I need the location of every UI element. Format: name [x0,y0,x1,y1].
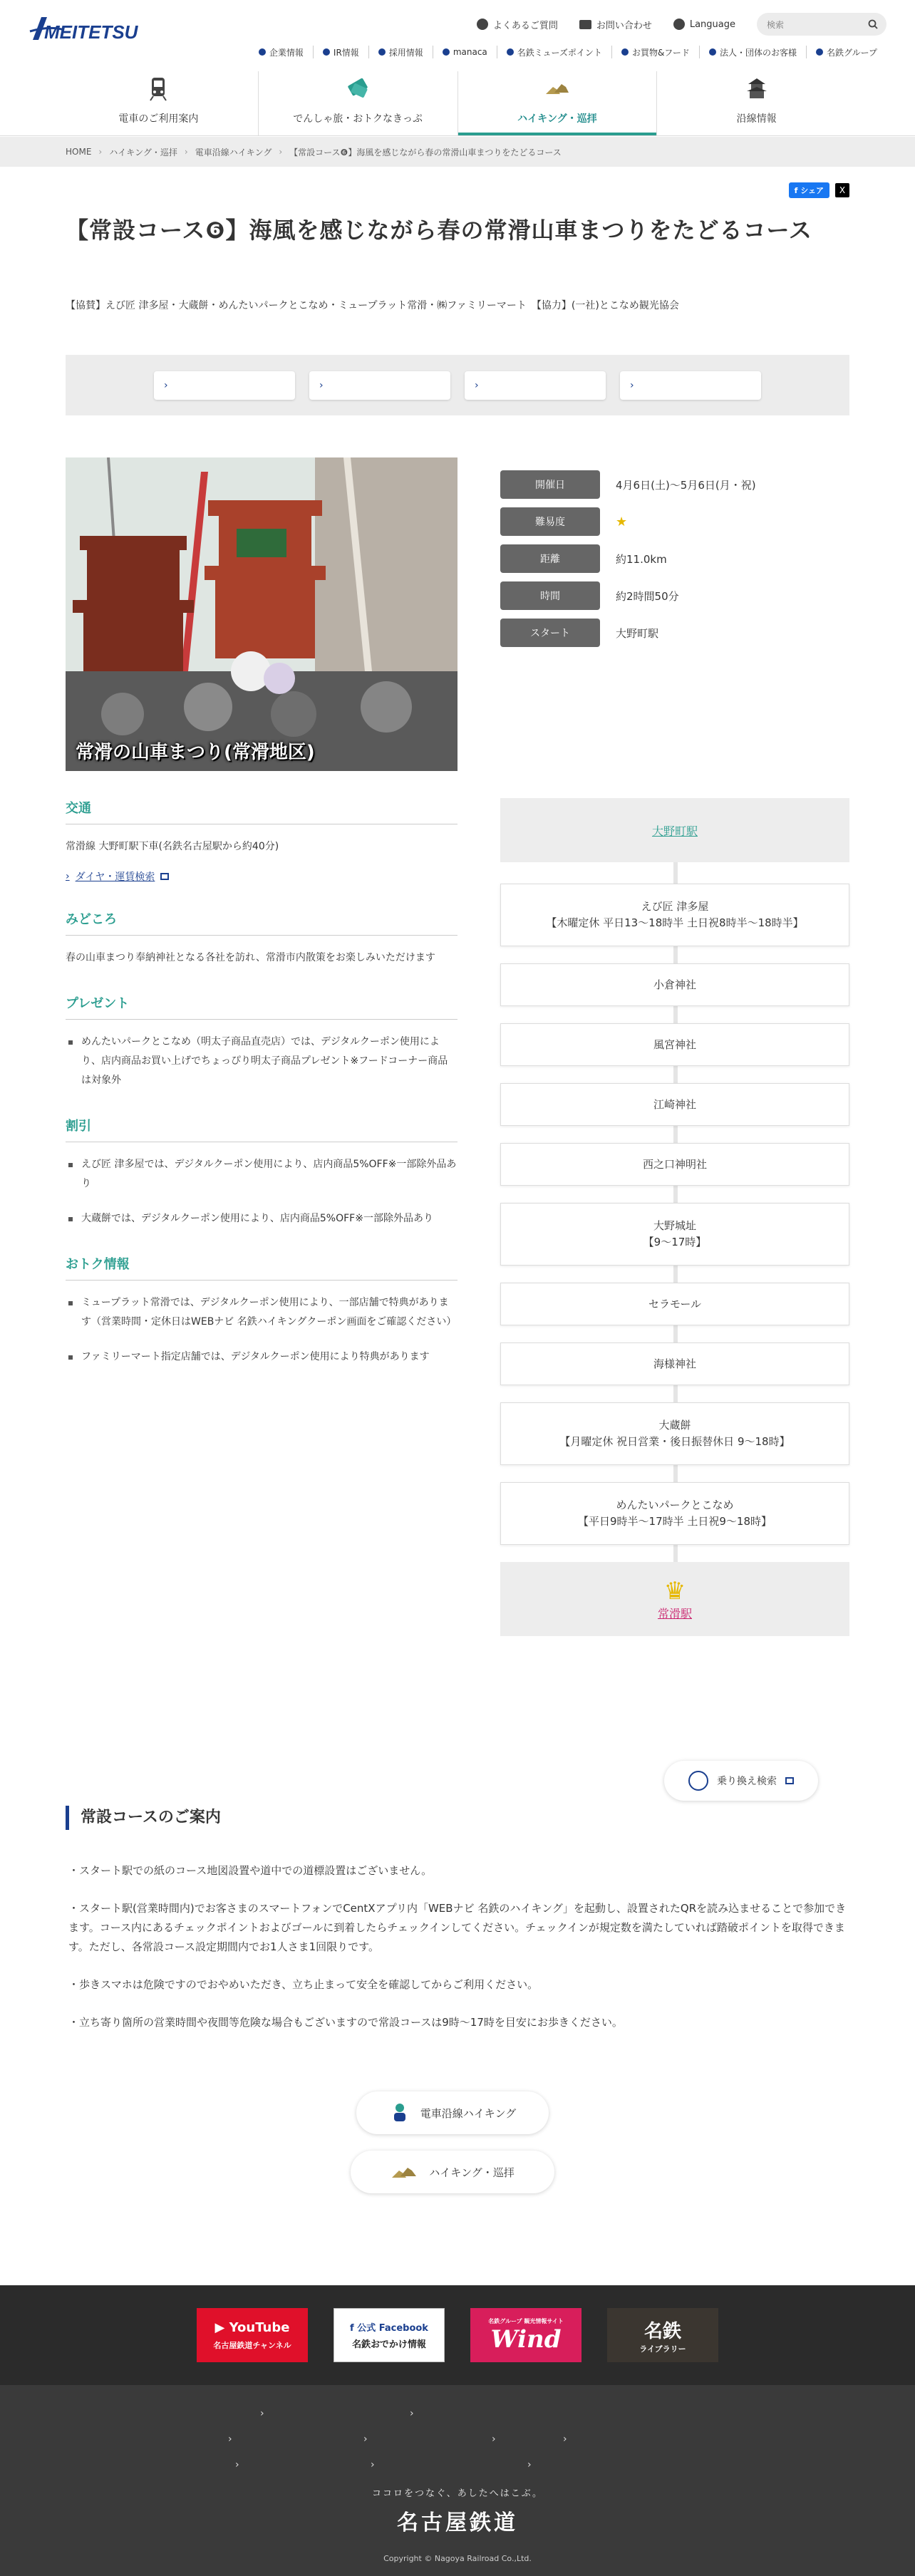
guide-heading: 常設コースのご案内 [66,1806,849,1830]
festival-illustration [66,457,458,771]
photo-caption: 常滑の山車まつり(常滑地区) [76,742,315,763]
share-buttons [789,182,849,198]
goal-station [500,1562,849,1636]
nav-divider [0,135,915,136]
breadcrumb-separator: › [98,147,103,157]
footer-link[interactable]: › [410,2408,414,2419]
arrow-icon [378,48,386,56]
anchor-tabs [66,355,849,415]
sublink-company[interactable]: 企業情報 [249,46,313,58]
checkpoint: えび匠 津多屋 【木曜定休 平日13〜18時半 土日祝8時半〜18時半】 [500,884,849,946]
question-icon [477,19,488,30]
gnav-along-line[interactable]: 沿線情報 [656,71,856,135]
arrow-icon [259,48,266,56]
main-content [66,171,849,2285]
contact-link[interactable]: お問い合わせ [579,18,652,31]
checkpoint: めんたいパークとこなめ 【平日9時半〜17時半 土日祝9〜18時】 [500,1482,849,1545]
breadcrumb-line-hiking[interactable]: 電車沿線ハイキング [195,147,272,157]
anchor-tab-2[interactable]: › [309,371,450,400]
search-icon[interactable] [868,19,878,29]
list-item: めんたいパークとこなめ（明太子商品直売店）では、デジタルクーポン使用により、店内商品お買い上げでちょっぴり明太子商品プレゼント※フードコーナー商品は対象外 [66,1033,458,1090]
section-heading: おトク情報 [66,1254,458,1281]
anchor-tab-4[interactable]: › [620,371,761,400]
checkpoint: セラモール [500,1283,849,1325]
transfer-search-button[interactable]: 乗り換え検索 [664,1761,818,1801]
guide-paragraph: ・スタート駅(営業時間内)でお客さまのスマートフォンでCentXアプリ内「WEBナビ 名鉄のハイキング」を起動し、設置されたQRを読み込ませることで参加できます。コース内にあるチェックポイントおよびゴールに到着したらチェックインしてください。チェックインが規定数を満たしていれば踏破ポイントを取得できます。ただし、各常設コース設定期間内でお1人さま1回限りです。 [68,1902,847,1953]
meitetsu-logo[interactable] [29,10,150,50]
spec-distance: 距離 約11.0km [500,544,849,573]
arrow-icon [507,48,514,56]
anchor-tab-3[interactable]: › [465,371,606,400]
breadcrumb-separator: › [279,147,283,157]
page-title: 【常設コース❻】海風を感じながら春の常滑山車まつりをたどるコース [66,217,812,244]
list-item: 大蔵餅では、デジタルクーポン使用により、店内商品5%OFF※一部除外品あり [66,1209,458,1228]
timetable-search-link[interactable]: › ダイヤ・運賃検索 [66,869,169,884]
facebook-banner[interactable]: f 公式 Facebook 名鉄おでかけ情報 [334,2308,445,2362]
gnav-hiking[interactable]: ハイキング・巡拝 [458,71,657,135]
tagline: ココロをつなぐ、あしたへはこぶ。 [371,2488,543,2499]
breadcrumb-current: 【常設コース❻】海風を感じながら春の常滑山車まつりをたどるコース [289,147,562,157]
checkpoint: 西之口神明社 [500,1143,849,1186]
hiking-pilgrimage-button[interactable]: ハイキング・巡拝 [351,2151,554,2193]
train-icon [144,74,172,103]
footer-link[interactable]: › [260,2408,264,2419]
clock-icon [688,1771,708,1791]
svg-text:MEITETSU: MEITETSU [44,21,138,43]
footer-link[interactable]: › [228,2433,232,2445]
checkpoint: 江崎神社 [500,1083,849,1126]
youtube-banner[interactable]: ▶ YouTube 名古屋鉄道チャンネル [197,2308,308,2362]
gnav-train-guide[interactable]: 電車のご利用案内 [59,71,258,135]
ticket-icon [343,74,372,103]
section-heading: 交通 [66,798,458,824]
search-input[interactable]: 検索 [757,13,886,36]
faq-link[interactable]: よくあるご質問 [477,18,558,31]
festival-photo [66,457,458,771]
access-text: 常滑線 大野町駅下車(名鉄名古屋駅から約40分) [66,841,279,852]
checkpoint: 大野城址 【9〜17時】 [500,1203,849,1266]
castle-icon [743,74,771,103]
checkpoint: 風宮神社 [500,1023,849,1066]
access-section [66,798,458,884]
youtube-icon: ▶ YouTube [214,2319,290,2335]
arrow-icon [709,48,716,56]
footer-link[interactable]: › [527,2459,532,2471]
sublink-corporate[interactable]: 法人・団体のお客様 [699,46,806,58]
crown-icon: ♛ [663,1576,686,1605]
breadcrumb-home[interactable]: HOME [66,147,92,157]
sublink-shopping[interactable]: お買物&フード [611,46,699,58]
site-footer [0,2385,915,2576]
highlight-section [66,909,458,968]
utility-bar [477,13,886,36]
section-heading: プレゼント [66,993,458,1020]
footer-banners [0,2285,915,2385]
footer-link[interactable]: › [363,2433,368,2445]
sublink-ir[interactable]: IR情報 [313,46,368,58]
mail-icon [579,20,591,29]
facebook-icon: f [794,186,801,195]
breadcrumb [0,137,915,167]
start-station-link[interactable]: 大野町駅 [651,824,698,838]
sublink-group[interactable]: 名鉄グループ [806,46,886,58]
list-item: ファミリーマート指定店舗では、デジタルクーポン使用により特典があります [66,1348,458,1367]
x-share-button[interactable]: X [835,183,849,197]
arrow-icon [816,48,823,56]
site-header [0,0,915,171]
checkpoint: 小倉神社 [500,963,849,1006]
footer-link[interactable]: › [371,2459,375,2471]
highlight-text: 春の山車まつり奉納神社となる各社を訪れ、常滑市内散策をお楽しみいただけます [66,952,435,963]
arrow-icon [323,48,330,56]
external-link-icon [160,873,169,880]
facebook-share-button[interactable]: f シェア [789,182,829,198]
shoes-icon [543,74,572,103]
globe-icon [673,19,685,30]
gnav-tickets[interactable]: でんしゃ旅・おトクなきっぷ [258,71,458,135]
arrow-icon: › [66,871,70,882]
arrow-icon [621,48,629,56]
global-nav [59,71,856,135]
difficulty-star-icon: ★ [616,514,628,529]
corporate-name: 名古屋鉄道 [397,2510,518,2535]
discount-section [66,1116,458,1228]
footer-link[interactable]: › [492,2433,496,2445]
checkpoint: 大蔵餅 【月曜定休 祝日営業・後日振替休日 9〜18時】 [500,1402,849,1465]
line-hiking-button[interactable]: 電車沿線ハイキング [356,2091,549,2134]
list-item: えび匠 津多屋では、デジタルクーポン使用により、店内商品5%OFF※一部除外品あり [66,1155,458,1194]
sublink-recruit[interactable]: 採用情報 [368,46,433,58]
course-spec [500,470,849,656]
spec-time: 時間 約2時間50分 [500,581,849,610]
route-map [500,798,849,1657]
language-link[interactable]: Language [673,19,735,30]
facebook-icon: f 公式 Facebook [350,2323,428,2334]
guide-paragraph: ・立ち寄り箇所の営業時間や夜間等危険な場合もございますので常設コースは9時〜17時を目安にお歩きください。 [68,2016,623,2029]
copyright: Copyright © Nagoya Railroad Co.,Ltd. [383,2554,532,2563]
anchor-tab-1[interactable]: › [154,371,295,400]
hiker-icon [389,2102,410,2124]
spec-difficulty: 難易度 ★ [500,507,849,536]
checkpoint: 海様神社 [500,1343,849,1385]
library-banner[interactable]: 名鉄 ライブラリー [607,2308,718,2362]
breadcrumb-hiking[interactable]: ハイキング・巡拝 [109,147,177,157]
section-heading: 割引 [66,1116,458,1142]
spec-date: 開催日 4月6日(土)〜5月6日(月・祝) [500,470,849,499]
sublink-muse-point[interactable]: 名鉄ミューズポイント [497,46,611,58]
footer-links [228,2408,687,2493]
goal-station-link[interactable]: 常滑駅 [657,1606,692,1620]
sublink-manaca[interactable]: manaca [433,46,497,58]
external-link-icon [785,1777,794,1784]
arrow-icon [443,48,450,56]
spec-start: スタート 大野町駅 [500,619,849,647]
permanent-course-guide [66,1806,849,2051]
corporate-links [249,46,886,58]
breadcrumb-separator: › [184,147,188,157]
start-station [500,798,849,862]
guide-paragraph: ・歩きスマホは危険ですのでおやめいただき、立ち止まって安全を確認してからご利用ください。 [68,1978,539,1991]
section-heading: みどころ [66,909,458,936]
course-info [66,798,458,1392]
footer-link[interactable]: › [235,2459,239,2471]
shoes-icon [391,2162,419,2182]
deal-section [66,1254,458,1367]
wind-banner[interactable]: 名鉄グループ 観光情報サイト Wind [470,2308,581,2362]
guide-paragraph: ・スタート駅での紙のコース地図設置や道中での道標設置はございません。 [68,1864,433,1877]
present-section [66,993,458,1090]
sponsor-text: 【協賛】えび匠 津多屋・大蔵餅・めんたいパークとこなめ・ミュープラット常滑・㈱ファミリーマート 【協力】(一社)とこなめ観光協会 [66,300,679,311]
footer-link[interactable]: › [563,2433,567,2445]
list-item: ミュープラット常滑では、デジタルクーポン使用により、一部店舗で特典があります（営業時間・定休日はWEBナビ 名鉄ハイキングクーポン画面をご確認ください） [66,1293,458,1332]
